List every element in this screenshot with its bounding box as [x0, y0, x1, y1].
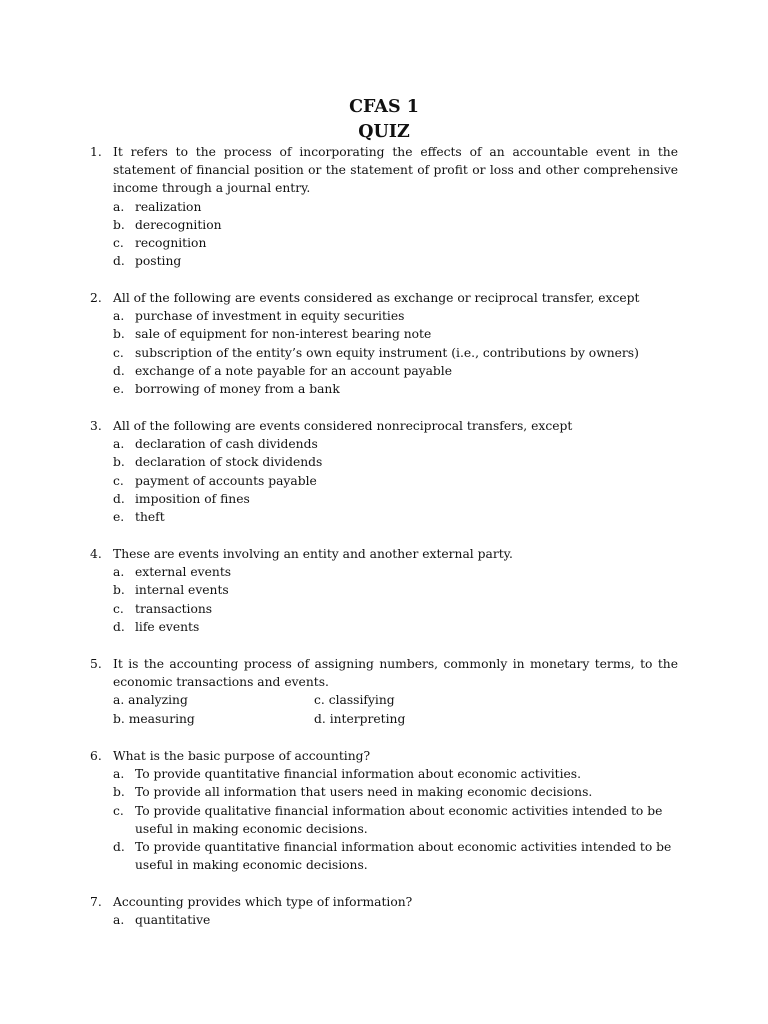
option [113, 472, 678, 490]
option-letter: e. [113, 382, 125, 397]
option-text: To provide all information that users need in making economic decisions. [135, 785, 593, 800]
option-text: derecognition [135, 217, 222, 232]
question-text: All of the following are events considered as exchange or reciprocal transfer, except [113, 291, 640, 305]
option-text: theft [135, 510, 165, 525]
question-4 [90, 545, 678, 636]
option-letter: a. [113, 309, 125, 324]
option [113, 380, 678, 398]
option-text: To provide quantitative financial information about economic activities intended to be useful in making economic decisions. [135, 840, 672, 873]
option-text: borrowing of money from a bank [135, 382, 340, 397]
option-letter: d. [113, 491, 125, 506]
question-text: What is the basic purpose of accounting? [113, 749, 371, 763]
option-letter: d. [113, 619, 125, 634]
option: b. measuring [113, 711, 195, 726]
option [113, 234, 678, 252]
document-title: CFAS 1 [349, 97, 419, 117]
option-letter: c. [113, 803, 124, 818]
option: c. classifying [314, 693, 395, 708]
option [113, 765, 678, 783]
option-text: recognition [135, 236, 207, 251]
option-letter: b. [113, 583, 125, 598]
option-letter: a. [113, 767, 125, 782]
option [113, 783, 678, 801]
option-letter: a. [113, 199, 125, 214]
option-letter: e. [113, 510, 125, 525]
option-letter: c. [113, 236, 124, 251]
option-letter: b. [113, 785, 125, 800]
option-text: realization [135, 199, 202, 214]
option-letter: c. [113, 345, 124, 360]
option-text: declaration of stock dividends [135, 455, 323, 470]
option-letter: d. [113, 840, 125, 855]
option [113, 252, 678, 270]
option-letter: a. [113, 565, 125, 580]
option-text: life events [135, 619, 200, 634]
option [113, 344, 678, 362]
option [113, 802, 678, 838]
option [113, 325, 678, 343]
question-6 [90, 747, 678, 874]
option-text: quantitative [135, 913, 211, 928]
option-letter: a. [113, 437, 125, 452]
question-1 [90, 143, 678, 270]
question-3 [90, 417, 678, 526]
option [113, 362, 678, 380]
question-text: These are events involving an entity and another external party. [113, 547, 513, 561]
option-letter: b. [113, 455, 125, 470]
option-text: exchange of a note payable for an account payable [135, 363, 453, 378]
option-text: subscription of the entity’s own equity instrument (i.e., contributions by owners) [135, 345, 639, 360]
option [113, 307, 678, 325]
option [113, 600, 678, 618]
option: a. analyzing [113, 693, 188, 708]
option-grid [113, 691, 678, 727]
option [113, 581, 678, 599]
option [113, 563, 678, 581]
option-letter: c. [113, 473, 124, 488]
question-text: It refers to the process of incorporating the effects of an accountable event in the statement of financial position or the statement of profit or loss and other comprehensive income through a journal entry. [113, 145, 678, 196]
option: d. interpreting [314, 711, 406, 726]
option [113, 198, 678, 216]
option [113, 216, 678, 234]
option-text: declaration of cash dividends [135, 437, 318, 452]
option [113, 838, 678, 874]
option-letter: a. [113, 913, 125, 928]
question-5 [90, 655, 678, 728]
question-number: 7. [90, 895, 102, 909]
option [113, 911, 678, 929]
question-2 [90, 289, 678, 398]
question-number: 5. [90, 657, 102, 671]
question-number: 4. [90, 547, 102, 561]
question-number: 6. [90, 749, 102, 763]
question-text: All of the following are events considered nonreciprocal transfers, except [113, 419, 573, 433]
option-text: purchase of investment in equity securities [135, 309, 405, 324]
option [113, 508, 678, 526]
option-letter: c. [113, 601, 124, 616]
question-7 [90, 893, 678, 929]
option-letter: d. [113, 254, 125, 269]
option-text: transactions [135, 601, 213, 616]
option-text: imposition of fines [135, 491, 250, 506]
document-subtitle: QUIZ [358, 122, 410, 142]
option-letter: d. [113, 363, 125, 378]
option-letter: b. [113, 327, 125, 342]
option-text: payment of accounts payable [135, 473, 317, 488]
option-text: To provide quantitative financial information about economic activities. [135, 767, 581, 782]
option-text: To provide qualitative financial information about economic activities intended to be useful in making economic decisions. [135, 803, 663, 836]
option [113, 490, 678, 508]
option-text: sale of equipment for non-interest bearing note [135, 327, 432, 342]
option-text: internal events [135, 583, 229, 598]
option-text: external events [135, 565, 232, 580]
question-text: Accounting provides which type of information? [113, 895, 413, 909]
option [113, 435, 678, 453]
option [113, 453, 678, 471]
question-number: 1. [90, 145, 102, 159]
question-number: 2. [90, 291, 102, 305]
question-text: It is the accounting process of assigning numbers, commonly in monetary terms, to the economic transactions and events. [113, 657, 678, 690]
question-number: 3. [90, 419, 102, 433]
option-text: posting [135, 254, 182, 269]
option-letter: b. [113, 217, 125, 232]
option [113, 618, 678, 636]
